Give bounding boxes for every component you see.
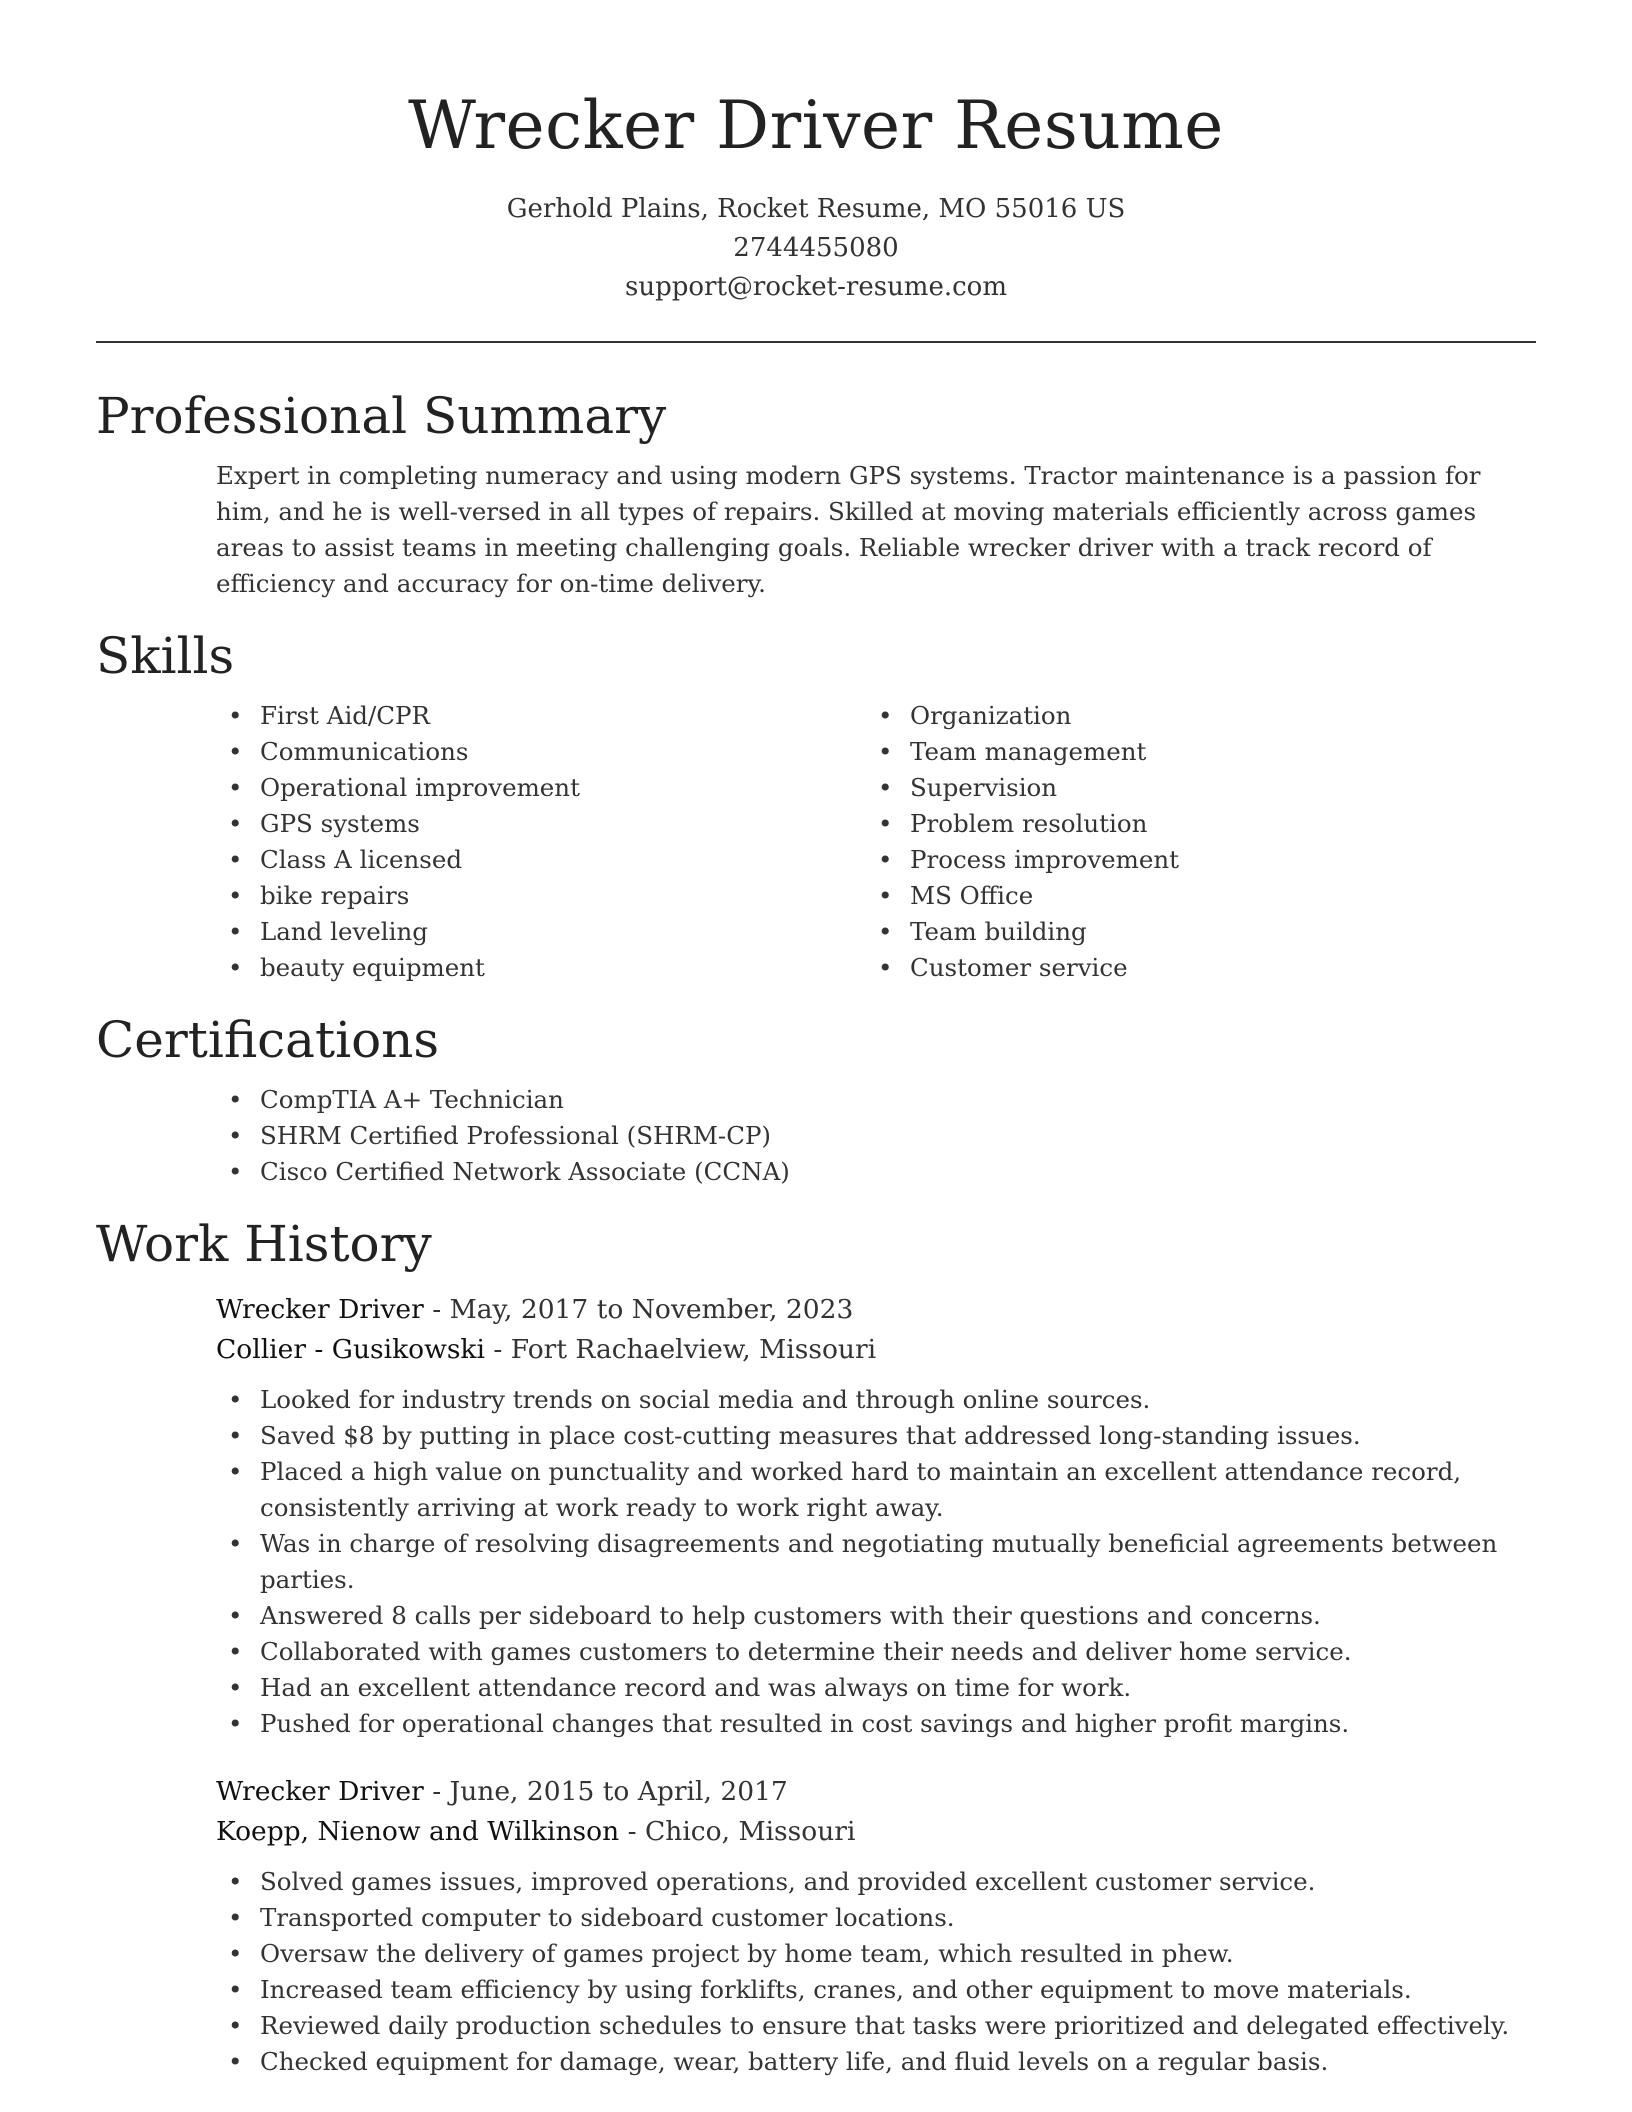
job-company: Koepp, Nienow and Wilkinson	[216, 1816, 620, 1847]
list-item: • Solved games issues, improved operations, and provided excellent customer service.	[228, 1867, 1316, 1896]
skills-section	[96, 624, 1536, 986]
list-item: • Cisco Certified Network Associate (CCNA)	[228, 1157, 790, 1186]
list-item: • beauty equipment	[228, 953, 485, 982]
work-history-section	[96, 1212, 1536, 2080]
list-item: • Placed a high value on punctuality and worked hard to maintain an excellent attendance record, consistently arriving at work ready to work right away.	[228, 1457, 1462, 1522]
resume-title: Wrecker Driver Resume	[408, 87, 1224, 164]
job-location: Chico, Missouri	[644, 1816, 856, 1847]
list-item: • Had an excellent attendance record and was always on time for work.	[228, 1673, 1132, 1702]
job-bullet-list	[216, 1864, 1536, 2080]
list-item: • Looked for industry trends on social media and through online sources.	[228, 1385, 1151, 1414]
list-item: • Communications	[228, 737, 469, 766]
job-location: Fort Rachaelview, Missouri	[510, 1334, 877, 1365]
list-item: • Supervision	[878, 773, 1058, 802]
job-title: Wrecker Driver	[216, 1776, 424, 1807]
list-item: • Team building	[878, 917, 1087, 946]
certifications-list	[216, 1082, 1536, 1190]
list-item: • Operational improvement	[228, 773, 580, 802]
certifications-heading: Certifications	[96, 1011, 440, 1069]
list-item: • Organization	[878, 701, 1072, 730]
job-title-line: Wrecker Driver - May, 2017 to November, 2023	[216, 1294, 854, 1325]
job-bullet-list	[216, 1382, 1536, 1742]
job-company-line: Koepp, Nienow and Wilkinson - Chico, Missouri	[216, 1816, 856, 1847]
contact-email: support@rocket-resume.com	[624, 272, 1007, 302]
list-item: • GPS systems	[228, 809, 420, 838]
list-item: • Class A licensed	[228, 845, 463, 874]
header-divider	[96, 341, 1536, 343]
certifications-section	[96, 1008, 1536, 1190]
contact-address: Gerhold Plains, Rocket Resume, MO 55016 US	[506, 194, 1126, 224]
job-entry	[216, 1290, 1536, 1742]
skills-columns	[216, 698, 1536, 986]
skills-list-right	[866, 698, 1516, 986]
work-history-heading: Work History	[96, 1215, 432, 1273]
job-title: Wrecker Driver	[216, 1294, 424, 1325]
skills-list-left	[216, 698, 866, 986]
job-company-line: Collier - Gusikowski - Fort Rachaelview, Missouri	[216, 1334, 877, 1365]
resume-header	[0, 0, 1632, 307]
list-item: • Team management	[878, 737, 1147, 766]
contact-info	[0, 190, 1632, 307]
list-item: • Collaborated with games customers to determine their needs and deliver home service.	[228, 1637, 1352, 1666]
job-company: Collier - Gusikowski	[216, 1334, 485, 1365]
list-item: • Was in charge of resolving disagreements and negotiating mutually beneficial agreements between parties.	[228, 1529, 1498, 1594]
summary-section	[96, 384, 1536, 602]
list-item: • Increased team efficiency by using forklifts, cranes, and other equipment to move materials.	[228, 1975, 1412, 2004]
skills-heading: Skills	[96, 627, 235, 685]
contact-phone: 2744455080	[733, 233, 899, 263]
job-dates: May, 2017 to November, 2023	[449, 1294, 854, 1325]
job-entry	[216, 1772, 1536, 2080]
list-item: • Saved $8 by putting in place cost-cutting measures that addressed long-standing issues.	[228, 1421, 1361, 1450]
resume-body	[96, 384, 1536, 2080]
list-item: • CompTIA A+ Technician	[228, 1085, 564, 1114]
list-item: • bike repairs	[228, 881, 410, 910]
list-item: • MS Office	[878, 881, 1034, 910]
list-item: • Problem resolution	[878, 809, 1148, 838]
list-item: • Customer service	[878, 953, 1128, 982]
list-item: • Process improvement	[878, 845, 1180, 874]
list-item: • SHRM Certified Professional (SHRM-CP)	[228, 1121, 771, 1150]
list-item: • Pushed for operational changes that resulted in cost savings and higher profit margins.	[228, 1709, 1350, 1738]
list-item: • Answered 8 calls per sideboard to help customers with their questions and concerns.	[228, 1601, 1321, 1630]
summary-text: Expert in completing numeracy and using modern GPS systems. Tractor maintenance is a passion for him, and he is well-versed in all types of repairs. Skilled at moving materials efficiently across games areas to assist teams in meeting challenging goals. Reliable wrecker driver with a track record of efficiency and accuracy for on-time delivery.	[216, 461, 1481, 598]
list-item: • Transported computer to sideboard customer locations.	[228, 1903, 955, 1932]
summary-heading: Professional Summary	[96, 387, 667, 445]
job-dates: June, 2015 to April, 2017	[449, 1776, 788, 1807]
list-item: • Oversaw the delivery of games project by home team, which resulted in phew.	[228, 1939, 1234, 1968]
list-item: • Checked equipment for damage, wear, battery life, and fluid levels on a regular basis.	[228, 2047, 1329, 2076]
job-title-line: Wrecker Driver - June, 2015 to April, 2017	[216, 1776, 788, 1807]
list-item: • First Aid/CPR	[228, 701, 430, 730]
list-item: • Land leveling	[228, 917, 428, 946]
list-item: • Reviewed daily production schedules to ensure that tasks were prioritized and delegated effectively.	[228, 2011, 1510, 2040]
